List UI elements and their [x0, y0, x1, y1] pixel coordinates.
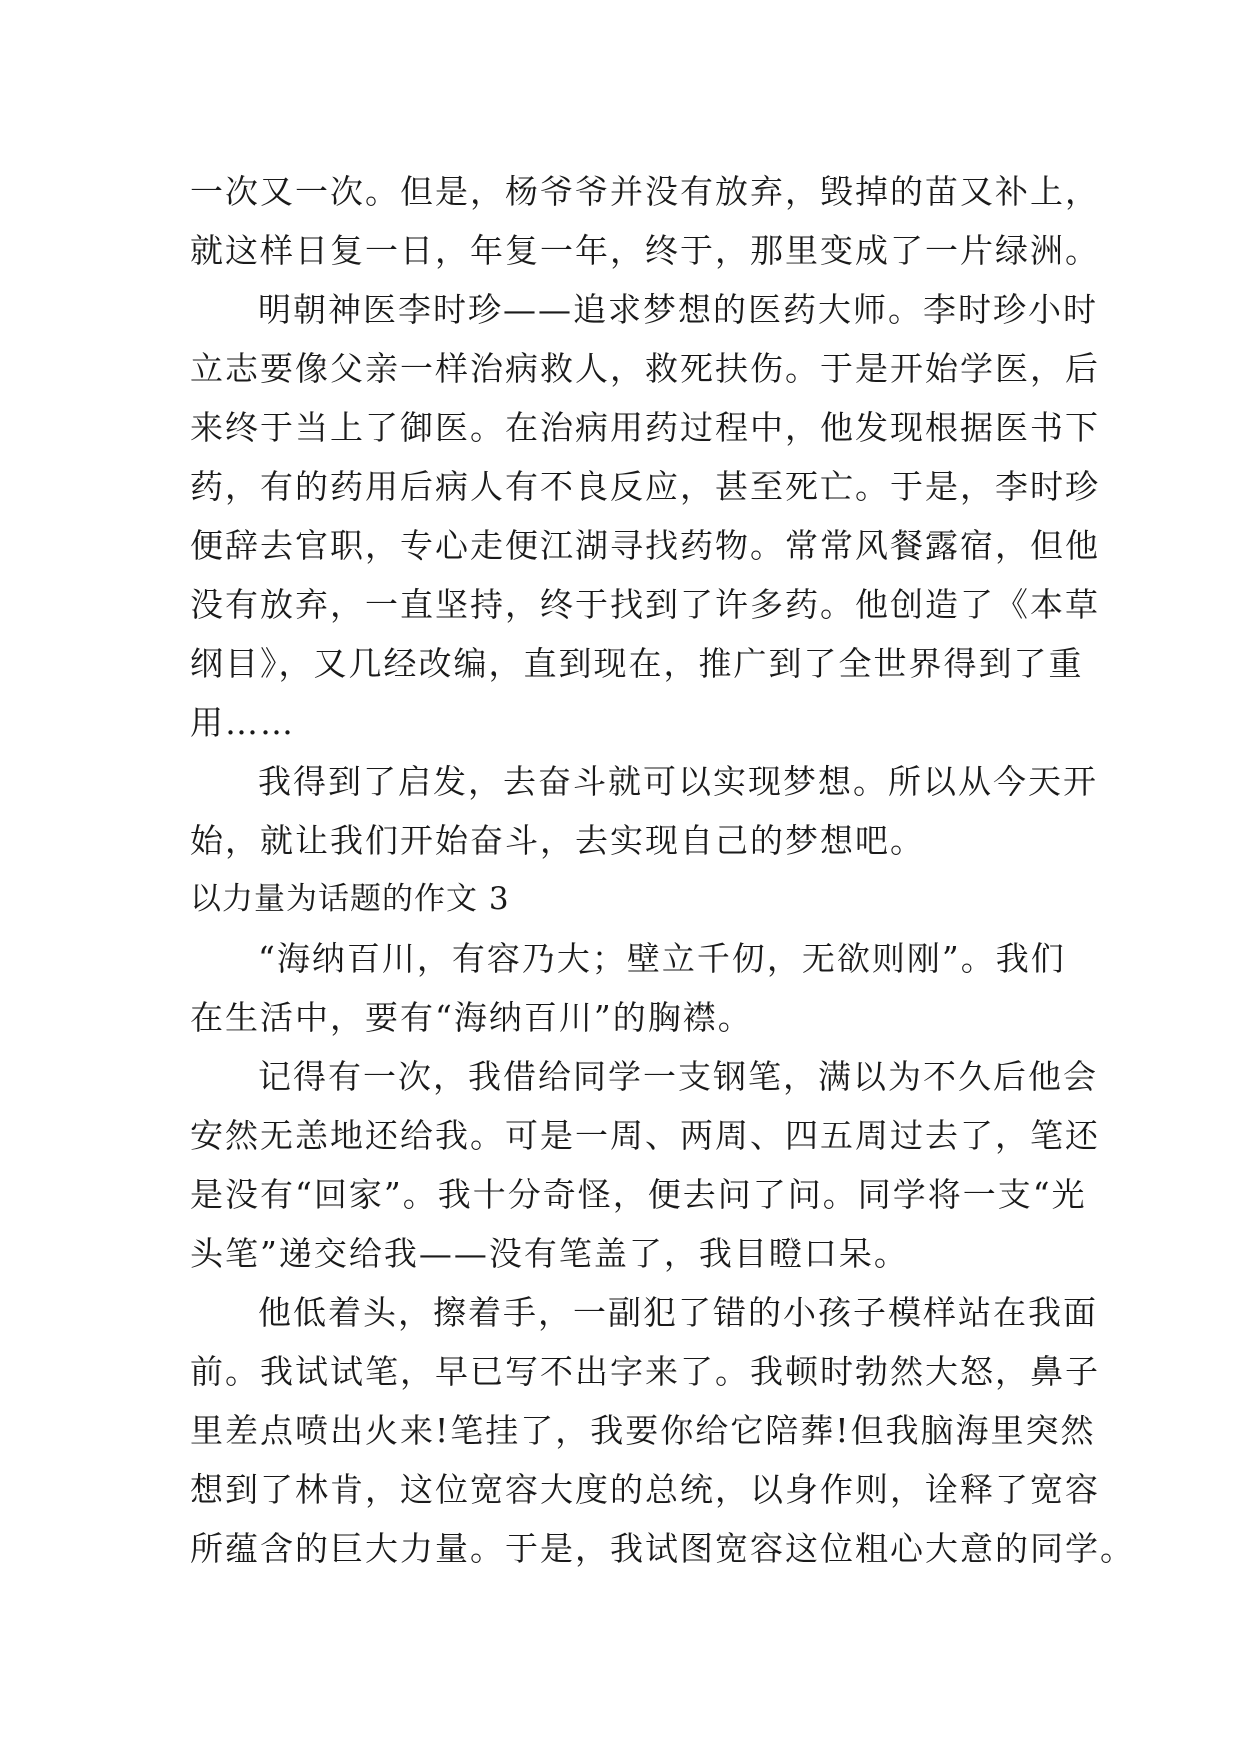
- text-line: 就这样日复一日，年复一年，终于，那里变成了一片绿洲。: [190, 231, 1100, 270]
- text-line: 所蕴含的巨大力量。于是，我试图宽容这位粗心大意的同学。: [190, 1529, 1135, 1568]
- text-line: 明朝神医李时珍——追求梦想的医药大师。李时珍小时: [258, 290, 1098, 329]
- text-line: 药，有的药用后病人有不良反应，甚至死亡。于是，李时珍: [190, 467, 1100, 506]
- text-line: 在生活中，要有“海纳百川”的胸襟。: [190, 998, 753, 1037]
- text-line: 前。我试试笔，早已写不出字来了。我顿时勃然大怒，鼻子: [190, 1352, 1100, 1391]
- text-line: 记得有一次，我借给同学一支钢笔，满以为不久后他会: [258, 1057, 1098, 1096]
- text-line: 里差点喷出火来!笔挂了，我要你给它陪葬!但我脑海里突然: [190, 1411, 1096, 1450]
- section-heading: 以力量为话题的作文 3: [190, 881, 510, 917]
- text-line: 立志要像父亲一样治病救人，救死扶伤。于是开始学医，后: [190, 349, 1100, 388]
- text-line: 我得到了启发，去奋斗就可以实现梦想。所以从今天开: [258, 762, 1098, 801]
- text-line: 来终于当上了御医。在治病用药过程中，他发现根据医书下: [190, 408, 1100, 447]
- text-line: 他低着头，擦着手，一副犯了错的小孩子模样站在我面: [258, 1293, 1098, 1332]
- text-line: 一次又一次。但是，杨爷爷并没有放弃，毁掉的苗又补上，: [190, 172, 1100, 211]
- text-line: 安然无恙地还给我。可是一周、两周、四五周过去了，笔还: [190, 1116, 1100, 1155]
- text-line: 始，就让我们开始奋斗，去实现自己的梦想吧。: [190, 821, 925, 860]
- text-line: 是没有“回家”。我十分奇怪，便去问了问。同学将一支“光: [190, 1175, 1087, 1214]
- text-line: 纲目》，又几经改编，直到现在，推广到了全世界得到了重: [190, 644, 1084, 683]
- document-page: [190, 162, 1135, 1578]
- text-line: 便辞去官职，专心走便江湖寻找药物。常常风餐露宿，但他: [190, 526, 1100, 565]
- text-line: 没有放弃，一直坚持，终于找到了许多药。他创造了《本草: [190, 585, 1100, 624]
- text-line: 头笔”递交给我——没有笔盖了，我目瞪口呆。: [190, 1234, 909, 1273]
- text-line: 想到了林肯，这位宽容大度的总统，以身作则，诠释了宽容: [190, 1470, 1100, 1509]
- text-line: 用……: [190, 703, 295, 742]
- text-line: “海纳百川，有容乃大；壁立千仞，无欲则刚”。我们: [258, 939, 1066, 978]
